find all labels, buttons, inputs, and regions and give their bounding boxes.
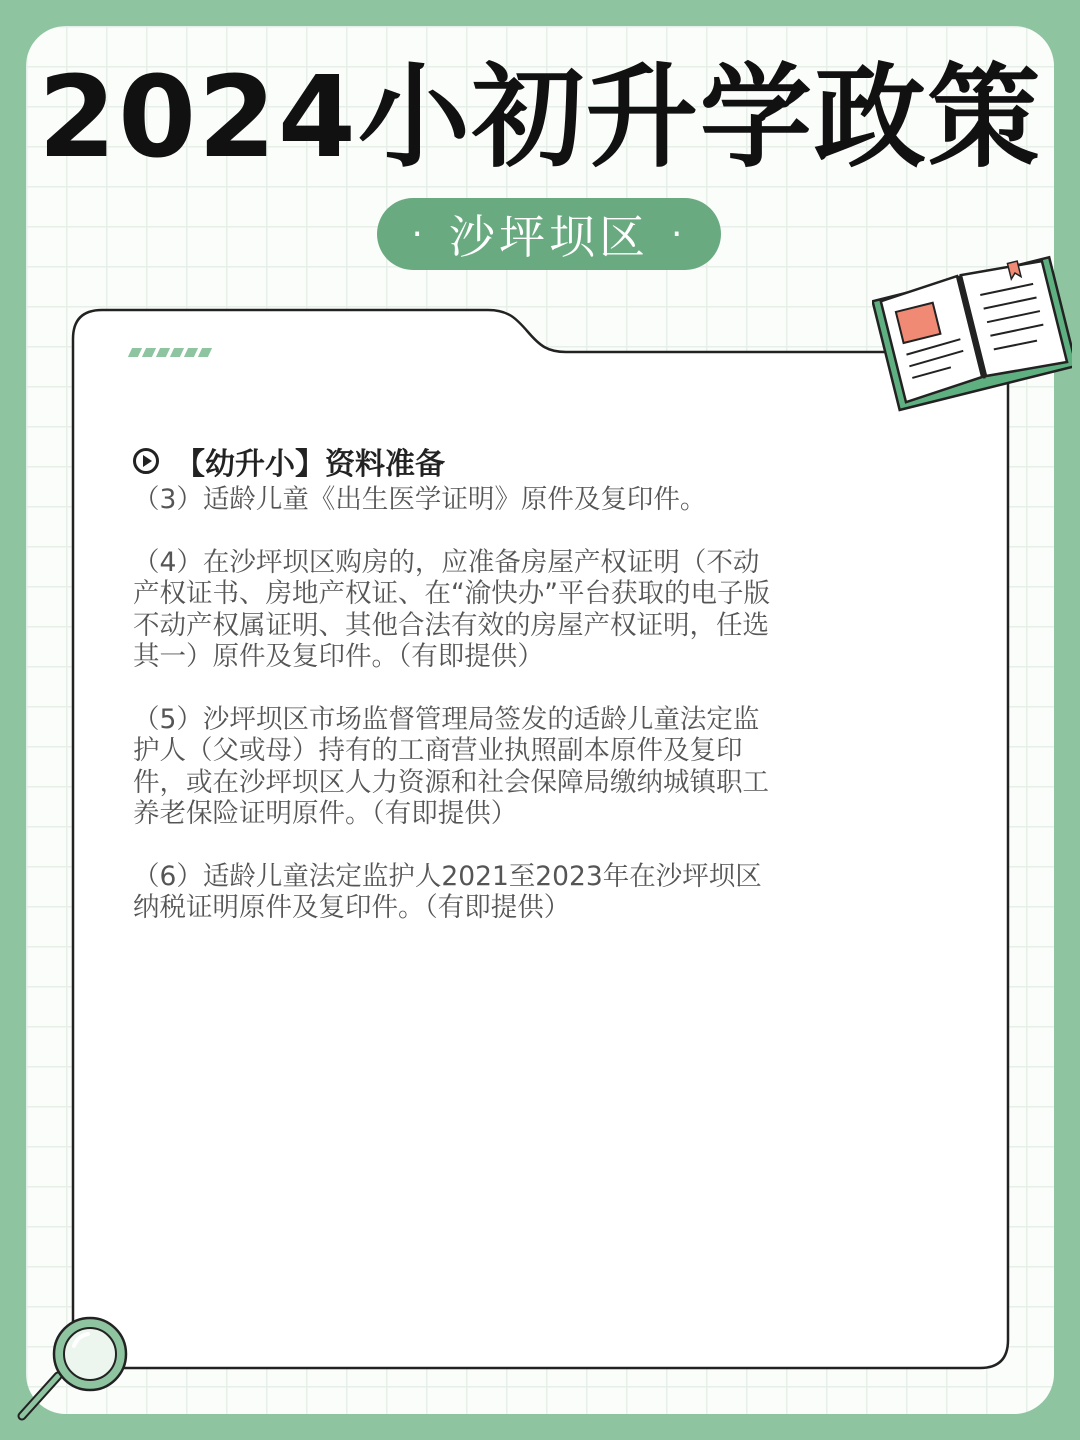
magnifier-icon <box>14 1316 134 1426</box>
arrow-circle-icon <box>133 448 159 474</box>
decorative-dashes <box>130 348 210 357</box>
content-body <box>133 438 813 955</box>
pill-dot-right: · <box>671 213 687 255</box>
section-heading <box>133 438 813 484</box>
paragraph-6: （6）适龄儿童法定监护人2021至2023年在沙坪坝区 纳税证明原件及复印件。（有即提供） <box>133 860 762 923</box>
district-label: 沙坪坝区 <box>449 210 649 264</box>
paragraph-4: （4）在沙坪坝区购房的，应准备房屋产权证明（不动 产权证书、房地产权证、在“渝快办”平台获取的电子版 不动产权属证明、其他合法有效的房屋产权证明，任选 其一）原件及复印件。（有即提供） <box>133 546 770 672</box>
paragraph-3: （3）适龄儿童《出生医学证明》原件及复印件。 <box>133 484 707 515</box>
pill-dot-left: · <box>411 213 427 255</box>
book-icon <box>872 238 1072 413</box>
paragraph-5: （5）沙坪坝区市场监督管理局签发的适龄儿童法定监 护人（父或母）持有的工商营业执照副本原件及复印 件，或在沙坪坝区人力资源和社会保障局缴纳城镇职工 养老保险证明原件。（有即提供） <box>133 703 769 829</box>
page-title: 2024小初升学政策 <box>38 53 1042 183</box>
section-heading-text: 【幼升小】资料准备 <box>175 447 445 482</box>
